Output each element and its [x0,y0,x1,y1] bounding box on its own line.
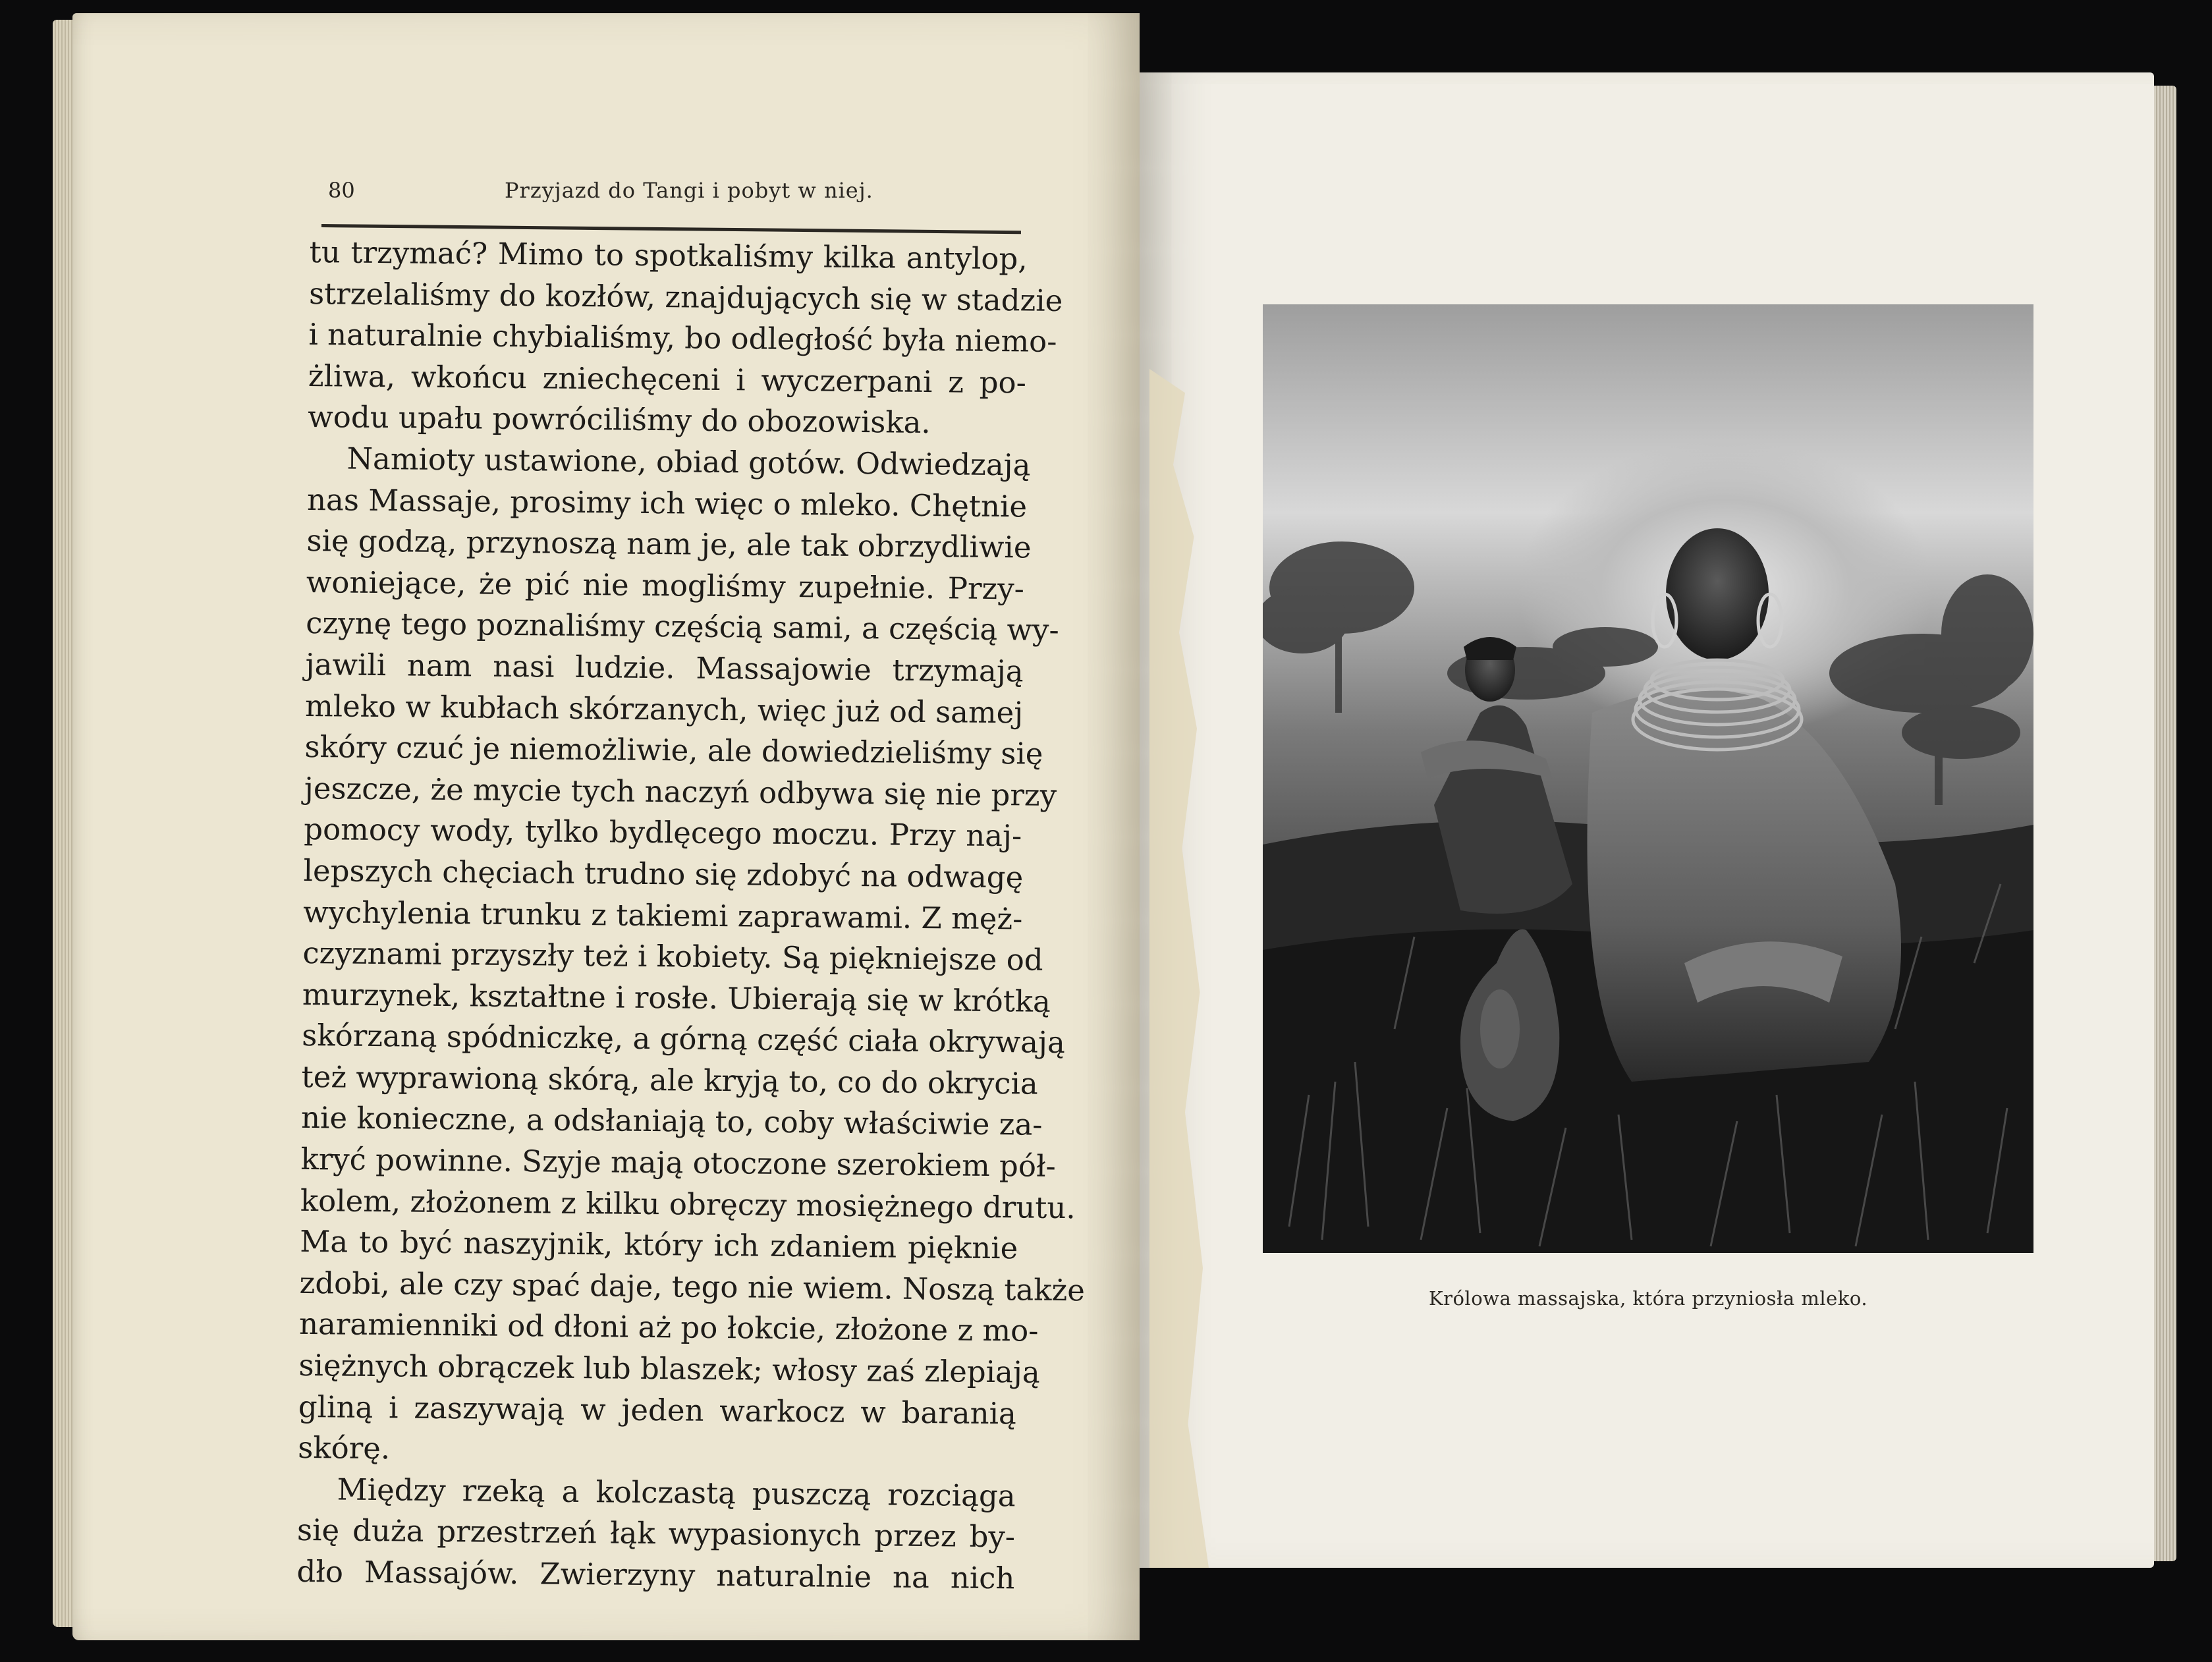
running-head [328,174,1020,213]
page-number: 80 [328,178,355,203]
text-line: jawili nam nasi ludzie. Massajowie trzymają [305,646,1024,689]
text-line: Między rzeką a kolczastą puszczą rozciąga [337,1472,1016,1514]
text-line: strzelaliśmy do kozłów, znajdujących się w stadzie [308,275,1063,318]
photo-plate [1263,304,2033,1253]
text-line: mleko w kubłach skórzanych, więc już od samej [304,688,1024,730]
text-line: dło Massajów. Zwierzyny naturalnie na nich [296,1553,1015,1596]
text-line: wodu upału powróciliśmy do obozowiska. [308,399,931,441]
text-line: czyznami przyszły też i kobiety. Są piękniejsze od [302,935,1043,978]
text-line: gliną i zaszywają w jeden warkocz w baranią [298,1389,1017,1431]
text-line: i naturalnie chybialiśmy, bo odległość była niemo- [308,317,1057,360]
text-line: naramienniki od dłoni aż po łokcie, złożone z mo- [298,1306,1039,1349]
text-line: się godzą, przynoszą nam je, ale tak obrzydliwie [306,523,1032,565]
text-line: tu trzymać? Mimo to spotkaliśmy kilka antylop, [309,234,1028,277]
body-text [296,232,1086,1599]
text-line: siężnych obrączek lub blaszek; włosy zaś zlepiają [298,1347,1040,1390]
text-line: też wyprawioną skórą, ale kryją to, co do okrycia [301,1059,1038,1101]
text-line: Namioty ustawione, obiad gotów. Odwiedzają [346,441,1031,483]
text-line: nie konieczne, a odsłaniają to, coby właściwie za- [300,1100,1043,1143]
text-line: nas Massaje, prosimy ich więc o mleko. Chętnie [306,482,1028,524]
text-line: się duża przestrzeń łąk wypasionych przez by- [296,1512,1016,1555]
photo-illustration [1263,304,2033,1253]
text-line: żliwa, wkońcu zniechęceni i wyczerpani z po- [308,358,1027,401]
text-line: zdobi, ale czy spać daje, tego nie wiem. Noszą także [299,1265,1086,1308]
text-line: skóry czuć je niemożliwie, ale dowiedzieliśmy się [304,729,1043,771]
text-line: murzynek, kształtne i rosłe. Ubierają się w krótką [302,976,1051,1019]
text-line: kolem, złożonem z kilku obręczy mosiężnego drutu. [300,1182,1076,1225]
text-line: czynę tego poznaliśmy częścią sami, a częścią wy- [306,605,1059,648]
photo-caption: Królowa massajska, która przyniosła mleko. [1428,1287,1868,1310]
text-line: Ma to być naszyjnik, który ich zdaniem pięknie [300,1224,1018,1266]
woman-figure [1588,528,1902,1082]
running-head-title: Przyjazd do Tangi i pobyt w niej. [505,178,873,203]
text-line: lepszych chęciach trudno się zdobyć na odwagę [303,852,1024,895]
text-line: skórzaną spódniczkę, a górną część ciała okrywają [302,1018,1066,1061]
text-line: woniejące, że pić nie mogliśmy zupełnie. Przy- [306,564,1025,607]
text-line: kryć powinne. Szyje mają otoczone szerokiem pół- [300,1141,1057,1184]
text-line: jeszcze, że mycie tych naczyń odbywa się nie przy [304,770,1057,813]
text-line: skórę. [298,1430,391,1466]
text-line: wychylenia trunku z takiemi zaprawami. Z męż- [302,894,1023,936]
text-line: pomocy wody, tylko bydlęcego moczu. Przy naj- [304,812,1022,854]
